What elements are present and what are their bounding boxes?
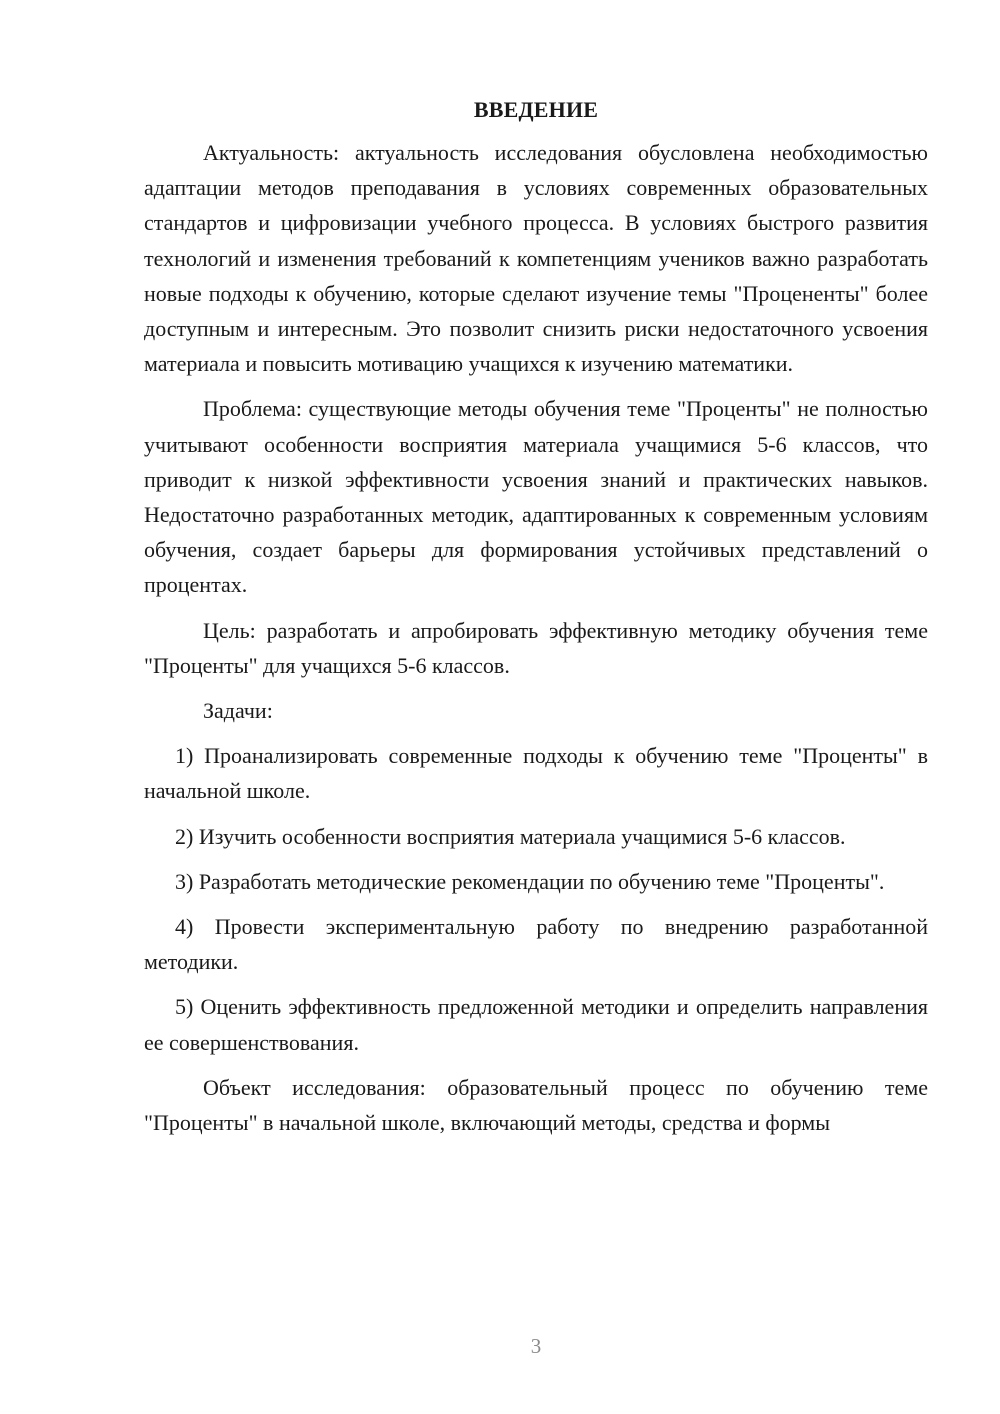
problem-paragraph: Проблема: существующие методы обучения теме "Проценты" не полностью учитывают особенности восприятия материала учащимися 5-6 классов, что приводит к низкой эффективности усвоения знаний и практических навыков. Недостаточно разработанных методик, адаптированных к современным условиям обучения, создает барьеры для формирования устойчивых представлений о процентах.	[144, 396, 928, 598]
page-number: 3	[530, 1334, 542, 1358]
task-item-4: 4) Провести экспериментальную работу по внедрению разработанной методики.	[144, 914, 928, 975]
document-page	[144, 96, 928, 1150]
relevance-paragraph: Актуальность: актуальность исследования обусловлена необходимостью адаптации методов преподавания в условиях современных образовательных стандартов и цифровизации учебного процесса. В условиях быстрого развития технологий и изменения требований к компетенциям учеников важно разработать новые подходы к обучению, которые сделают изучение темы "Процененты" более доступным и интересным. Это позволит снизить риски недостаточного усвоения материала и повысить мотивацию учащихся к изучению математики.	[144, 140, 928, 377]
task-item-5: 5) Оценить эффективность предложенной методики и определить направления ее совершенствования.	[144, 994, 928, 1055]
goal-paragraph: Цель: разработать и апробировать эффективную методику обучения теме "Проценты" для учащихся 5-6 классов.	[144, 617, 928, 678]
object-paragraph: Объект исследования: образовательный процесс по обучению теме "Проценты" в начальной школе, включающий методы, средства и формы	[144, 1074, 928, 1136]
task-item-1: 1) Проанализировать современные подходы к обучению теме "Проценты" в начальной школе.	[144, 743, 928, 804]
task-item-2: 2) Изучить особенности восприятия материала учащимися 5-6 классов.	[175, 823, 846, 849]
tasks-heading: Задачи:	[203, 698, 273, 724]
tasks-list	[144, 738, 928, 1060]
section-title: ВВЕДЕНИЕ	[473, 97, 599, 122]
task-item-3: 3) Разработать методические рекомендации по обучению теме "Проценты".	[175, 868, 885, 894]
